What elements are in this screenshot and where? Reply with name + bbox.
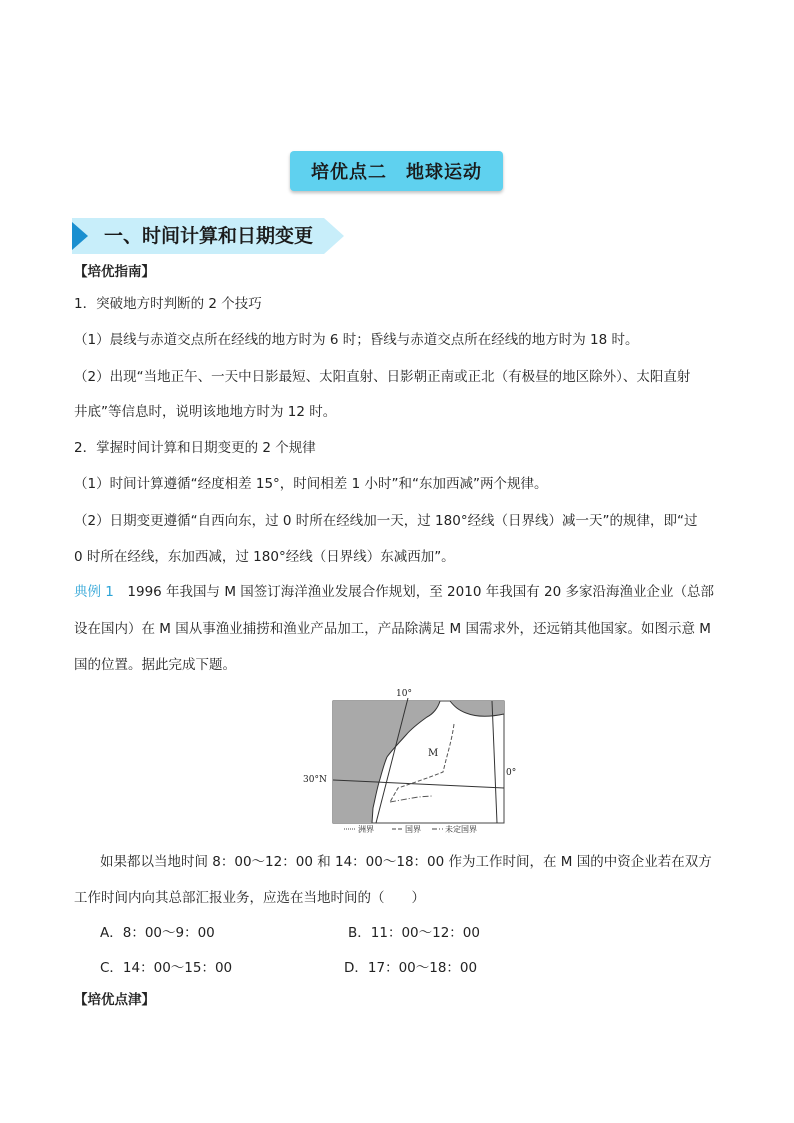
tips-heading: 【培优点津】	[74, 992, 155, 1008]
question-line-2: 工作时间内向其总部汇报业务，应选在当地时间的（ ）	[74, 890, 425, 906]
section-banner	[72, 218, 344, 254]
guide-point-2-2b: 0 时所在经线，东加西减，过 180°经线（日界线）东减西加”。	[74, 549, 455, 565]
section-heading: 一、时间计算和日期变更	[104, 225, 314, 247]
option-c: C．14：00～15：00	[100, 960, 233, 976]
label-m: M	[428, 748, 439, 759]
page-title: 培优点二 地球运动	[290, 151, 503, 191]
location-map	[300, 684, 520, 836]
option-b: B．11：00～12：00	[348, 925, 480, 941]
option-d: D．17：00～18：00	[344, 960, 478, 976]
legend-border-label: 国界	[405, 825, 421, 834]
example-text-1: 1996 年我国与 M 国签订海洋渔业发展合作规划，至 2010 年我国有 20 多家沿海渔业企业（总部	[113, 584, 714, 600]
legend-undefined-label: 未定国界	[445, 825, 477, 834]
label-10: 10°	[396, 689, 412, 699]
example-line-1	[74, 582, 714, 602]
example-label: 典例 1	[74, 584, 114, 600]
guide-point-1-title: 1．突破地方时判断的 2 个技巧	[74, 296, 262, 312]
label-30n: 30°N	[303, 775, 327, 785]
label-0: 0°	[506, 768, 517, 778]
option-a: A．8：00～9：00	[100, 925, 215, 941]
example-line-3: 国的位置。据此完成下题。	[74, 657, 236, 673]
guide-point-2-1: （1）时间计算遵循“经度相差 15°，时间相差 1 小时”和“东加西减”两个规律。	[74, 476, 548, 492]
guide-point-2-title: 2．掌握时间计算和日期变更的 2 个规律	[74, 440, 316, 456]
guide-heading: 【培优指南】	[74, 264, 155, 280]
guide-point-1-2b: 井底”等信息时，说明该地地方时为 12 时。	[74, 404, 337, 420]
guide-point-1-1: （1）晨线与赤道交点所在经线的地方时为 6 时；昏线与赤道交点所在经线的地方时为 18 时。	[74, 332, 639, 348]
guide-point-2-2a: （2）日期变更遵循“自西向东，过 0 时所在经线加一天，过 180°经线（日界线）减一天”的规律，即“过	[74, 513, 698, 529]
guide-point-1-2a: （2）出现“当地正午、一天中日影最短、太阳直射、日影朝正南或正北（有极昼的地区除外）、太阳直射	[74, 369, 691, 385]
legend-continent-label: 洲界	[358, 825, 374, 834]
example-line-2: 设在国内）在 M 国从事渔业捕捞和渔业产品加工，产品除满足 M 国需求外，还远销其他国家。如图示意 M	[74, 621, 711, 637]
question-line-1: 如果都以当地时间 8：00～12：00 和 14：00～18：00 作为工作时间，在 M 国的中资企业若在双方	[100, 854, 712, 870]
